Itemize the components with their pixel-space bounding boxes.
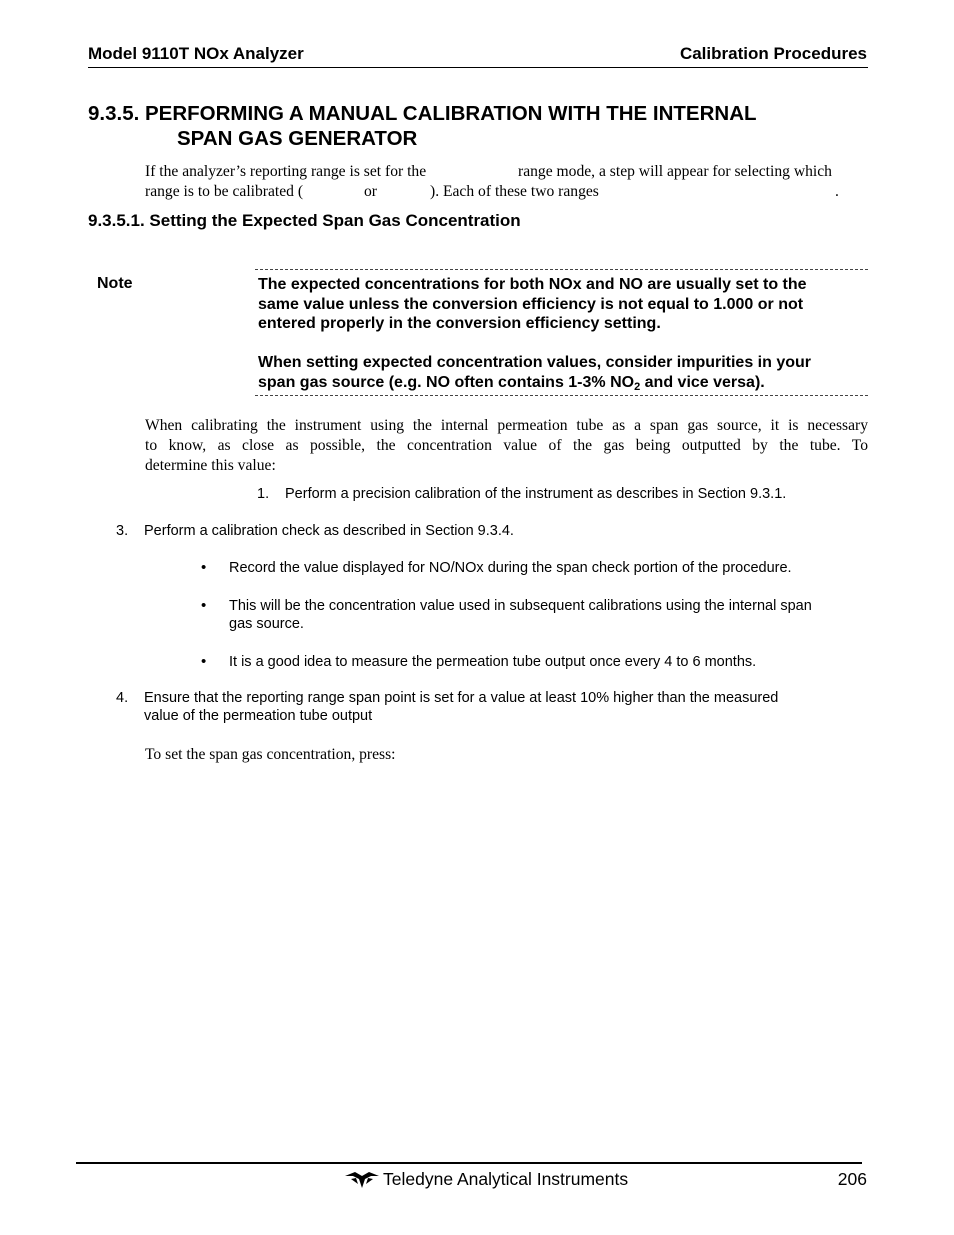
header-title: Model 9110T NOx Analyzer — [88, 44, 304, 63]
note-p1-line1: The expected concentrations for both NOx and NO are usually set to the — [258, 276, 807, 293]
bullet-3-text: It is a good idea to measure the permeation tube output once every 4 to 6 months. — [229, 654, 757, 670]
section-title-line1: PERFORMING A MANUAL CALIBRATION WITH THE INTERNAL — [145, 102, 757, 125]
intro-line2-a: range is to be calibrated ( — [145, 183, 304, 200]
header-rule — [88, 67, 868, 68]
note-subscript: 2 — [634, 380, 641, 393]
footer-company: Teledyne Analytical Instruments — [383, 1169, 629, 1189]
subsection-heading: 9.3.5.1. Setting the Expected Span Gas Concentration — [88, 211, 521, 230]
teledyne-logo-icon — [345, 1170, 379, 1190]
footer-rule — [76, 1162, 862, 1164]
step-4-number: 4. — [116, 690, 129, 706]
bullet-symbol: • — [201, 559, 207, 576]
note-p2-line1: When setting expected concentration values, consider impurities in your — [258, 354, 812, 371]
step-4-line2: value of the permeation tube output — [144, 708, 373, 724]
calibrating-line2: to know, as close as possible, the concentration value of the gas being outputted by the tube. To — [145, 437, 868, 454]
bullet-symbol: • — [201, 653, 207, 670]
calibrating-line1: When calibrating the instrument using the internal permeation tube as a span gas source, it is necessary — [145, 417, 868, 434]
calibrating-paragraph — [145, 416, 868, 476]
note-p2-line2-b: and vice versa). — [640, 373, 765, 391]
note-p1-line3: entered properly in the conversion efficiency setting. — [258, 315, 661, 332]
step-4-line1: Ensure that the reporting range span point is set for a value at least 10% higher than the measured — [144, 690, 779, 706]
note-paragraph-2 — [258, 353, 868, 397]
bullet-2-line1: This will be the concentration value used in subsequent calibrations using the internal span — [229, 598, 812, 614]
note-label: Note — [97, 275, 133, 292]
section-title-line2: SPAN GAS GENERATOR — [177, 127, 418, 150]
step-1 — [257, 485, 857, 503]
step-1-text: Perform a precision calibration of the instrument as describes in Section 9.3.1. — [285, 486, 787, 502]
closing-text: To set the span gas concentration, press: — [145, 746, 396, 763]
step-4 — [116, 689, 856, 725]
note-paragraph-1 — [258, 275, 868, 334]
intro-line2-b: or — [364, 183, 377, 200]
intro-paragraph — [145, 162, 868, 202]
intro-line1-a: If the analyzer’s reporting range is set for the — [145, 163, 427, 180]
intro-line2-c: ). Each of these two ranges — [430, 183, 599, 200]
step-3-text: Perform a calibration check as described in Section 9.3.4. — [144, 523, 514, 539]
bullet-2-line2: gas source. — [229, 616, 304, 632]
bullet-symbol: • — [201, 597, 207, 614]
note-p2-line2 — [258, 373, 868, 398]
footer-page-number: 206 — [837, 1169, 867, 1189]
bullet-item — [201, 597, 861, 633]
bullet-item — [201, 653, 861, 671]
section-number: 9.3.5. — [88, 102, 140, 125]
step-3 — [116, 522, 856, 540]
header-section: Calibration Procedures — [679, 44, 867, 63]
note-p2-line2-a: span gas source (e.g. NO often contains 1-3% NO — [258, 373, 635, 391]
calibrating-line3: determine this value: — [145, 457, 276, 474]
note-top-divider — [255, 269, 868, 270]
bullet-1-text: Record the value displayed for NO/NOx during the span check portion of the procedure. — [229, 560, 792, 576]
intro-line2-d: . — [835, 183, 839, 200]
note-p1-line2: same value unless the conversion efficiency is not equal to 1.000 or not — [258, 295, 804, 313]
intro-line1-b: range mode, a step will appear for selecting which — [518, 163, 832, 180]
section-heading — [88, 101, 848, 151]
step-3-number: 3. — [116, 523, 129, 539]
bullet-item — [201, 559, 861, 577]
step-1-number: 1. — [257, 486, 270, 502]
note-bottom-divider — [255, 395, 868, 396]
